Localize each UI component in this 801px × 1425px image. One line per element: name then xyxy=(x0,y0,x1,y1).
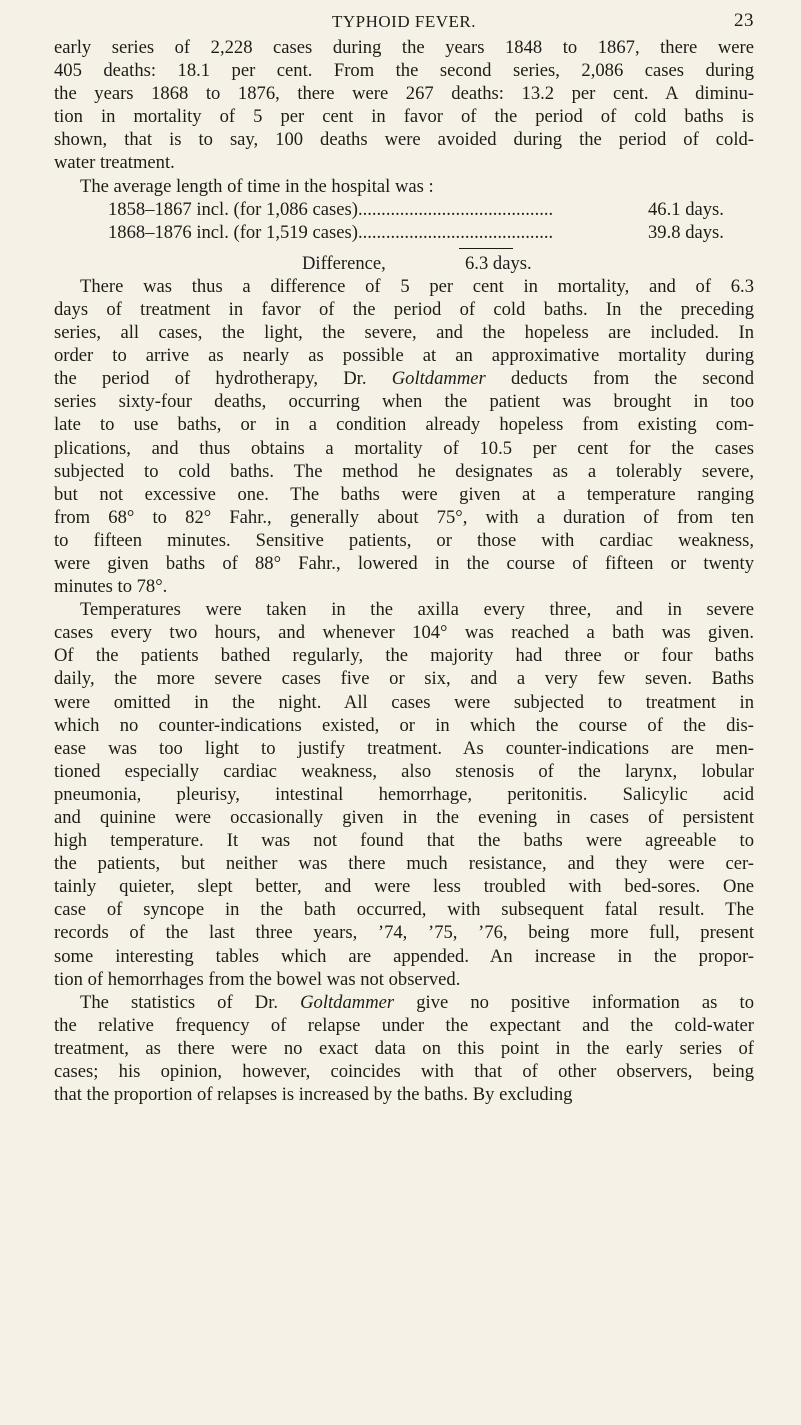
text-line: days of treatment in favor of the period of cold baths. In the preceding xyxy=(54,298,754,320)
text-line: the period of hydrotherapy, Dr. Goltdammer deducts from the second xyxy=(54,368,754,390)
text-line: plications, and thus obtains a mortality of 10.5 per cent for the cases xyxy=(54,437,754,459)
text-line: tainly quieter, slept better, and were less troubled with bed-sores. One xyxy=(54,876,754,898)
text-line: the relative frequency of relapse under the expectant and the cold-water xyxy=(54,1014,754,1036)
table-row-value: 39.8 days. xyxy=(648,221,724,243)
text-line: treatment, as there were no exact data on this point in the early series of xyxy=(54,1037,754,1059)
table-row xyxy=(54,198,754,221)
opening-paragraphs xyxy=(54,36,754,198)
table-row xyxy=(54,221,754,244)
text-line: cases every two hours, and whenever 104° was reached a bath was given. xyxy=(54,622,754,644)
text-line: series sixty-four deaths, occurring when the patient was brought in too xyxy=(54,391,754,413)
page-number: 23 xyxy=(734,10,754,31)
paragraph xyxy=(54,598,754,991)
running-title: TYPHOID FEVER. xyxy=(332,12,476,31)
text-line: high temperature. It was not found that the baths were agreeable to xyxy=(54,830,754,852)
text-line: some interesting tables which are appended. An increase in the propor- xyxy=(54,945,754,967)
text-line: to fifteen minutes. Sensitive patients, or those with cardiac weakness, xyxy=(54,529,754,551)
text-line: and quinine were occasionally given in the evening in cases of persistent xyxy=(54,807,754,828)
closing-paragraphs xyxy=(54,275,754,1106)
paragraph xyxy=(54,991,754,1106)
body-text xyxy=(54,36,754,1106)
text-line: Temperatures were taken in the axilla every three, and in severe xyxy=(80,599,754,621)
text-line: Of the patients bathed regularly, the majority had three or four baths xyxy=(54,645,754,667)
text-line: water treatment. xyxy=(54,152,175,174)
text-line: tion in mortality of 5 per cent in favor of the period of cold baths is xyxy=(54,106,754,128)
text-line: late to use baths, or in a condition already hopeless from existing com- xyxy=(54,414,754,436)
text-line: The average length of time in the hospital was : xyxy=(80,175,434,197)
text-line: case of syncope in the bath occurred, with subsequent fatal result. The xyxy=(54,899,754,921)
text-line: early series of 2,228 cases during the years 1848 to 1867, there were xyxy=(54,37,754,58)
table-row-label: 1868–1876 incl. (for 1,519 cases) xyxy=(108,221,358,243)
page xyxy=(54,0,754,1425)
paragraph xyxy=(54,275,754,598)
text-line: shown, that is to say, 100 deaths were avoided during the period of cold- xyxy=(54,129,754,151)
text-line: minutes to 78°. xyxy=(54,576,168,598)
text-line: tion of hemorrhages from the bowel was not observed. xyxy=(54,968,461,990)
text-line: pneumonia, pleurisy, intestinal hemorrhage, peritonitis. Salicylic acid xyxy=(54,783,754,805)
text-line: which no counter-indications existed, or in which the course of the dis- xyxy=(54,714,754,736)
running-head xyxy=(54,6,754,36)
text-line: order to arrive as nearly as possible at an approximative mortality during xyxy=(54,345,754,367)
text-line: The statistics of Dr. Goltdammer give no positive information as to xyxy=(80,991,754,1013)
text-line: records of the last three years, ’74, ’75, ’76, being more full, present xyxy=(54,922,754,944)
leader-dots: .......................................... xyxy=(357,221,554,243)
text-line: ease was too light to justify treatment. As counter-indications are men- xyxy=(54,737,754,759)
text-line: There was thus a difference of 5 per cent in mortality, and of 6.3 xyxy=(80,275,754,297)
text-line: the patients, but neither was there much resistance, and they were cer- xyxy=(54,853,754,875)
difference-row xyxy=(54,244,754,275)
author-name: Goltdammer xyxy=(300,991,395,1013)
text-line: daily, the more severe cases five or six, and a very few seven. Baths xyxy=(54,668,754,690)
text-line: that the proportion of relapses is increased by the baths. By excluding xyxy=(54,1084,573,1106)
table-row-value: 46.1 days. xyxy=(648,198,724,220)
difference-value: 6.3 days. xyxy=(465,252,532,274)
paragraph xyxy=(54,175,754,198)
paragraph xyxy=(54,36,754,175)
text-line: series, all cases, the light, the severe, and the hopeless are included. In xyxy=(54,322,754,344)
table-row-label: 1858–1867 incl. (for 1,086 cases) xyxy=(108,198,358,220)
text-line: 405 deaths: 18.1 per cent. From the second series, 2,086 cases during xyxy=(54,60,754,82)
text-line: were given baths of 88° Fahr., lowered in the course of fifteen or twenty xyxy=(54,552,754,574)
hospital-stay-table xyxy=(54,198,754,275)
text-line: from 68° to 82° Fahr., generally about 75°, with a duration of from ten xyxy=(54,506,754,528)
text-line: subjected to cold baths. The method he designates as a tolerably severe, xyxy=(54,460,754,482)
text-line: the years 1868 to 1876, there were 267 deaths: 13.2 per cent. A diminu- xyxy=(54,83,754,105)
text-line: but not excessive one. The baths were given at a temperature ranging xyxy=(54,483,754,505)
text-line: were omitted in the night. All cases were subjected to treatment in xyxy=(54,691,754,713)
author-name: Goltdammer xyxy=(391,368,486,390)
text-line: tioned especially cardiac weakness, also stenosis of the larynx, lobular xyxy=(54,760,754,782)
text-line: cases; his opinion, however, coincides with that of other observers, being xyxy=(54,1061,754,1083)
leader-dots: .......................................... xyxy=(357,198,554,220)
difference-label: Difference, xyxy=(302,252,386,274)
sum-rule xyxy=(459,248,513,249)
